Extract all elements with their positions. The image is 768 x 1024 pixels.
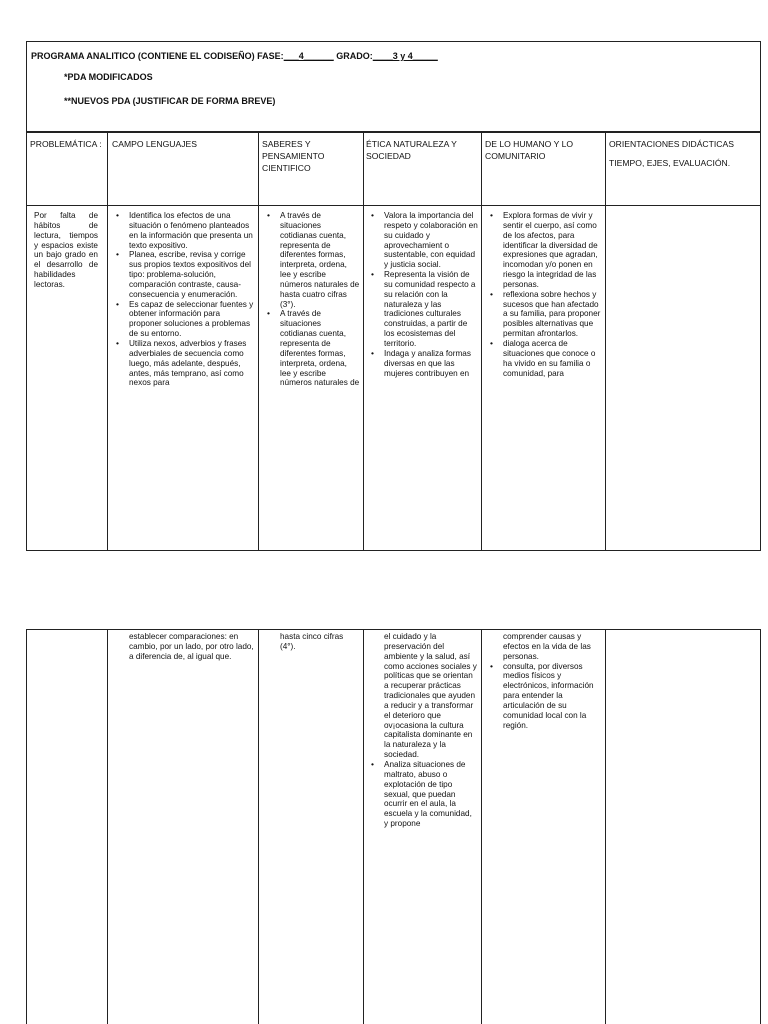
- fase-value: ___4______: [283, 51, 334, 61]
- lenguajes-cell: [111, 211, 255, 388]
- program-table-part-2: [26, 629, 761, 1024]
- list-item: • Es capaz de seleccionar fuentes y obtener información para proponer soluciones a problemas de su entorno.: [111, 300, 255, 339]
- pda-modificados-note: *PDA MODIFICADOS: [64, 72, 153, 82]
- orientaciones-subtitle: TIEMPO, EJES, EVALUACIÓN.: [609, 158, 731, 168]
- list-item: • Identifica los efectos de una situación o fenómeno planteados en la información que presenta un texto expositivo.: [111, 211, 255, 250]
- saberes-cell: [262, 211, 360, 388]
- column-header-problematica: PROBLEMÁTICA :: [30, 139, 102, 149]
- column-divider: [605, 630, 606, 1024]
- list-item: • Explora formas de vivir y sentir el cuerpo, así como de los afectos, para identificar la diversidad de expresiones que agradan, incomodan y/o ponen en riesgo la integridad de las personas.: [485, 211, 603, 290]
- program-header: [26, 41, 761, 132]
- grado-value: ____3 y 4_____: [372, 51, 438, 61]
- column-header-etica: ÉTICA NATURALEZA Y SOCIEDAD: [366, 139, 457, 161]
- continued-text: establecer comparaciones: en cambio, por un lado, por otro lado, a diferencia de, al igual que.: [129, 632, 254, 661]
- column-divider: [107, 133, 108, 550]
- column-header-lenguajes: CAMPO LENGUAJES: [112, 139, 198, 149]
- nuevos-pda-note: **NUEVOS PDA (JUSTIFICAR DE FORMA BREVE): [64, 96, 276, 106]
- header-row-divider: [27, 205, 760, 206]
- grado-label: GRADO:: [333, 51, 373, 61]
- program-table-part-1: [26, 132, 761, 551]
- list-item: • Indaga y analiza formas diversas en que las mujeres contribuyen en: [366, 349, 478, 379]
- list-item: • reflexiona sobre hechos y sucesos que han afectado a su familia, para proponer posibles alternativas que permitan afrontarlos.: [485, 290, 603, 339]
- list-item: • Utiliza nexos, adverbios y frases adverbiales de secuencia como luego, más adelante, después, antes, más temprano, así como nexos para: [111, 339, 255, 388]
- column-divider: [258, 630, 259, 1024]
- list-item: • A través de situaciones cotidianas cuenta, representa de diferentes formas, interpreta, ordena, lee y escribe números naturales de hasta cuatro cifras (3°).: [262, 211, 360, 309]
- column-header-orientaciones: [609, 138, 759, 169]
- column-divider: [605, 133, 606, 550]
- column-divider: [363, 630, 364, 1024]
- column-divider: [363, 133, 364, 550]
- column-divider: [258, 133, 259, 550]
- column-header-humano: DE LO HUMANO Y LO COMUNITARIO: [485, 139, 574, 161]
- orientaciones-title: ORIENTACIONES DIDÁCTICAS: [609, 139, 734, 149]
- program-label: PROGRAMA ANALITICO (CONTIENE EL CODISEÑO) FASE:: [31, 51, 284, 61]
- etica-continuation: [366, 632, 478, 829]
- column-divider: [107, 630, 108, 1024]
- continued-text: hasta cinco cifras (4°).: [280, 632, 344, 651]
- humano-cell: [485, 211, 603, 378]
- list-item: • Representa la visión de su comunidad respecto a su relación con la naturaleza y las tradiciones culturales construidas, a partir de los ecosistemas del territorio.: [366, 270, 478, 349]
- list-item: • Valora la importancia del respeto y colaboración en su cuidado y aprovechamient o sustentable, con equidad y justicia social.: [366, 211, 478, 270]
- continued-text: el cuidado y la preservación del ambiente y la salud, así como acciones sociales y políticas que se orientan a recuperar prácticas tradicionales que ayuden a reducir y a transformar el deterioro que ov¡ocasiona la cultura capitalista dominante en la naturaleza y la sociedad.: [384, 632, 477, 760]
- list-item: • dialoga acerca de situaciones que conoce o ha vivido en su familia o comunidad, para: [485, 339, 603, 378]
- column-header-saberes: SABERES Y PENSAMIENTO CIENTIFICO: [262, 139, 325, 173]
- saberes-continuation: [262, 632, 360, 652]
- program-title-line: [31, 51, 438, 61]
- list-item: • Planea, escribe, revisa y corrige sus propios textos expositivos del tipo: problema-solución, comparación contraste, causa-consecuencia y enumeración.: [111, 250, 255, 299]
- continued-text: comprender causas y efectos en la vida de las personas.: [503, 632, 591, 661]
- list-item: • Analiza situaciones de maltrato, abuso o explotación de tipo sexual, que puedan ocurrir en el aula, la escuela y la comunidad, y propone: [366, 760, 478, 829]
- list-item: • A través de situaciones cotidianas cuenta, representa de diferentes formas, interpreta, ordena, lee y escribe números naturales de: [262, 309, 360, 388]
- lenguajes-continuation: [111, 632, 255, 662]
- problematica-cell: Por falta de hábitos de lectura, tiempos y espacios existe un bajo grado en el desarrollo de habilidades lectoras.: [34, 211, 98, 289]
- list-item: • consulta, por diversos medios físicos y electrónicos, información para entender la articulación de su comunidad local con la región.: [485, 662, 603, 731]
- column-divider: [481, 630, 482, 1024]
- column-divider: [481, 133, 482, 550]
- etica-cell: [366, 211, 478, 378]
- humano-continuation: [485, 632, 603, 730]
